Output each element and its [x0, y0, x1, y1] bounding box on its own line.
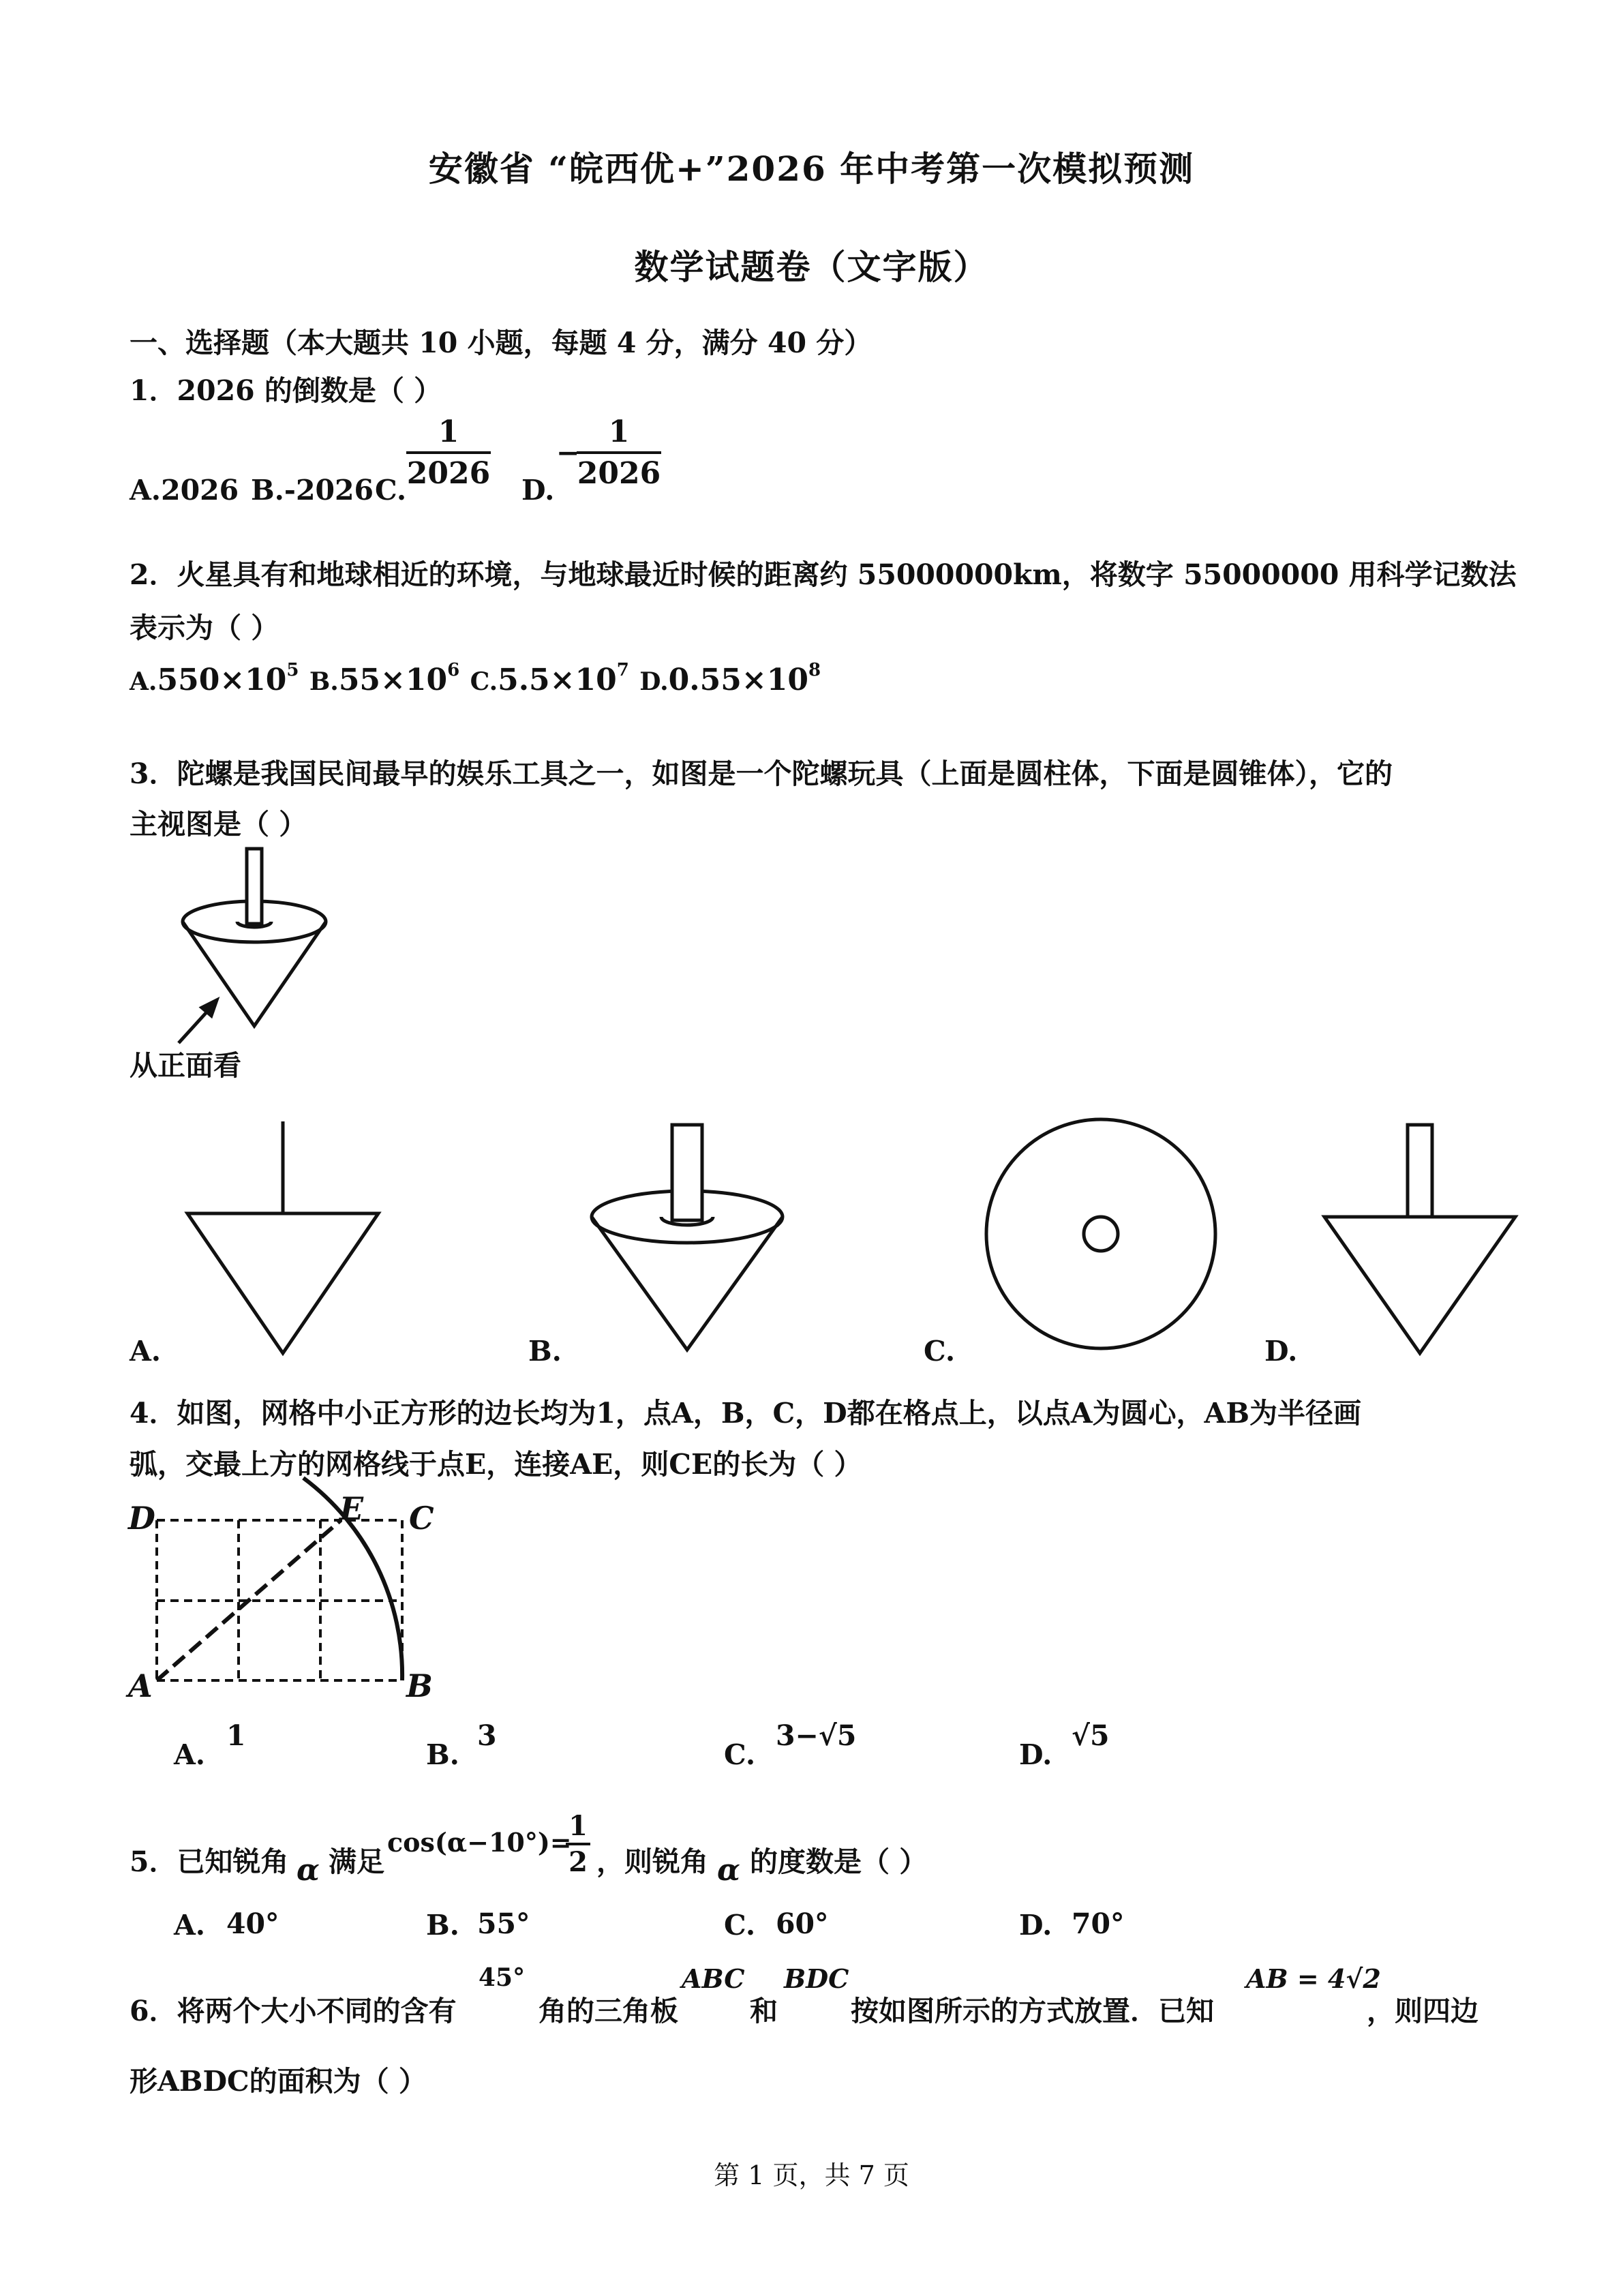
- q6-stem-part4: ，则四边: [1367, 1995, 1478, 2027]
- q6-stem-part3: 按如图所示的方式放置．已知: [851, 1995, 1214, 2027]
- q5-option-c-label: C.: [724, 1909, 756, 1942]
- q4-point-e: E: [339, 1490, 364, 1527]
- q5-fraction: [566, 1810, 590, 1879]
- q5-stem-part3: ，则锐角: [596, 1845, 708, 1878]
- q2-option-d-value: 0.55×10: [668, 663, 808, 697]
- q1-stem: 1．2026 的倒数是（ ）: [130, 374, 442, 407]
- q6-triangle-bdc: BDC: [784, 1963, 849, 1994]
- page-number: 第 1 页，共 7 页: [714, 2160, 909, 2190]
- q5-option-a-value: 40°: [226, 1907, 279, 1940]
- q6-stem-part1: 6．将两个大小不同的含有: [130, 1995, 457, 2027]
- exam-title: 安徽省 “皖西优+”2026 年中考第一次模拟预测: [428, 149, 1195, 189]
- q2-stem-line1: 2．火星具有和地球相近的环境，与地球最近时候的距离约 55000000km，将数字 55000000 用科学记数法: [130, 558, 1517, 591]
- q3-option-a-figure: [187, 1121, 378, 1353]
- q1-c-numerator: 1: [438, 414, 459, 449]
- section-heading: 一、选择题（本大题共 10 小题，每题 4 分，满分 40 分）: [130, 327, 873, 359]
- q4-option-c-value: 3−√5: [776, 1719, 857, 1752]
- q4-option-d-value: √5: [1072, 1719, 1110, 1752]
- q5-stem-part1: 5．已知锐角: [130, 1845, 289, 1878]
- q5-stem-part4: 的度数是（ ）: [750, 1845, 928, 1878]
- q3-option-a-label: A.: [130, 1335, 162, 1368]
- q3-option-c-figure: [986, 1119, 1215, 1348]
- q4-stem-line1: 4．如图，网格中小正方形的边长均为1，点A，B，C，D都在格点上，以点A为圆心，AB为半径画: [130, 1397, 1361, 1430]
- q3-option-d-label: D.: [1264, 1335, 1298, 1368]
- q4-option-c-label: C.: [724, 1738, 756, 1771]
- q5-option-d-value: 70°: [1072, 1907, 1125, 1940]
- q5-stem-part2: 满足: [329, 1845, 384, 1878]
- q2-option-d-label: D.: [639, 667, 669, 696]
- q2-option-b-label: B.: [309, 667, 339, 696]
- q4-point-a: A: [128, 1667, 153, 1704]
- q5-option-d-label: D.: [1019, 1909, 1052, 1942]
- q5-numerator: 1: [568, 1810, 588, 1842]
- exam-subtitle: 数学试题卷（文字版）: [634, 247, 989, 287]
- q2-option-b-exponent: 6: [447, 660, 460, 680]
- q3-option-b-figure: [592, 1125, 783, 1350]
- q5-option-b-label: B.: [426, 1909, 459, 1942]
- q1-d-minus: −: [556, 436, 580, 469]
- q4-grid-figure: [157, 1478, 402, 1680]
- q2-option-a-exponent: 5: [286, 660, 299, 680]
- q3-view-arrow: [179, 1000, 217, 1043]
- q6-stem-line2: 形ABDC的面积为（ ）: [130, 2065, 427, 2098]
- q3-stem-line1: 3．陀螺是我国民间最早的娱乐工具之一，如图是一个陀螺玩具（上面是圆柱体，下面是圆锥体），它的: [130, 757, 1393, 790]
- q1-d-denominator: 2026: [577, 456, 661, 491]
- q2-option-c-exponent: 7: [616, 660, 629, 680]
- q4-option-a-value: 1: [226, 1719, 246, 1752]
- q3-option-c-label: C.: [924, 1335, 956, 1368]
- q6-and: 和: [750, 1995, 778, 2027]
- q2-option-c-label: C.: [470, 667, 498, 696]
- q2-option-c-value: 5.5×10: [498, 663, 617, 697]
- q4-option-d-label: D.: [1019, 1738, 1052, 1771]
- q3-view-label: 从正面看: [130, 1049, 241, 1082]
- q2-option-a-value: 550×10: [157, 663, 287, 697]
- q5-option-a-label: A.: [174, 1909, 206, 1942]
- q5-option-b-value: 55°: [477, 1907, 530, 1940]
- q3-stem-line2: 主视图是（ ）: [130, 808, 307, 841]
- q6-triangle-abc: ABC: [682, 1963, 745, 1994]
- q2-option-b-value: 55×10: [338, 663, 448, 697]
- q4-option-b-value: 3: [477, 1719, 497, 1752]
- q5-alpha-1: α: [297, 1853, 320, 1888]
- q4-point-c: C: [409, 1500, 434, 1537]
- q2-option-d-exponent: 8: [808, 660, 821, 680]
- q1-c-denominator: 2026: [406, 456, 491, 491]
- q5-alpha-2: α: [717, 1853, 740, 1888]
- q3-reference-top-figure: [183, 849, 326, 1026]
- q3-option-b-label: B.: [528, 1335, 562, 1368]
- q6-angle: 45°: [479, 1963, 526, 1992]
- q4-option-a-label: A.: [174, 1738, 206, 1771]
- q4-point-d: D: [128, 1500, 155, 1537]
- q4-stem-line2: 弧，交最上方的网格线于点E，连接AE，则CE的长为（ ）: [130, 1448, 862, 1481]
- q1-option-d-label: D.: [521, 474, 555, 507]
- q5-cos-expression: cos(α−10°)=: [387, 1827, 572, 1858]
- q6-stem-part2: 角的三角板: [539, 1995, 678, 2027]
- q2-option-a-label: A.: [130, 667, 157, 696]
- q6-ab-expression: AB = 4√2: [1246, 1963, 1381, 1994]
- q4-point-b: B: [406, 1667, 433, 1704]
- q3-option-d-figure: [1324, 1125, 1515, 1353]
- q1-d-numerator: 1: [608, 414, 630, 449]
- q5-denominator: 2: [568, 1846, 588, 1878]
- q1-option-c-label: C.: [375, 474, 407, 507]
- q4-option-b-label: B.: [426, 1738, 459, 1771]
- q1-option-a: A.2026: [130, 474, 239, 507]
- q2-stem-line2: 表示为（ ）: [130, 611, 279, 644]
- q1-option-b: B.-2026: [251, 474, 374, 507]
- q5-option-c-value: 60°: [776, 1907, 829, 1940]
